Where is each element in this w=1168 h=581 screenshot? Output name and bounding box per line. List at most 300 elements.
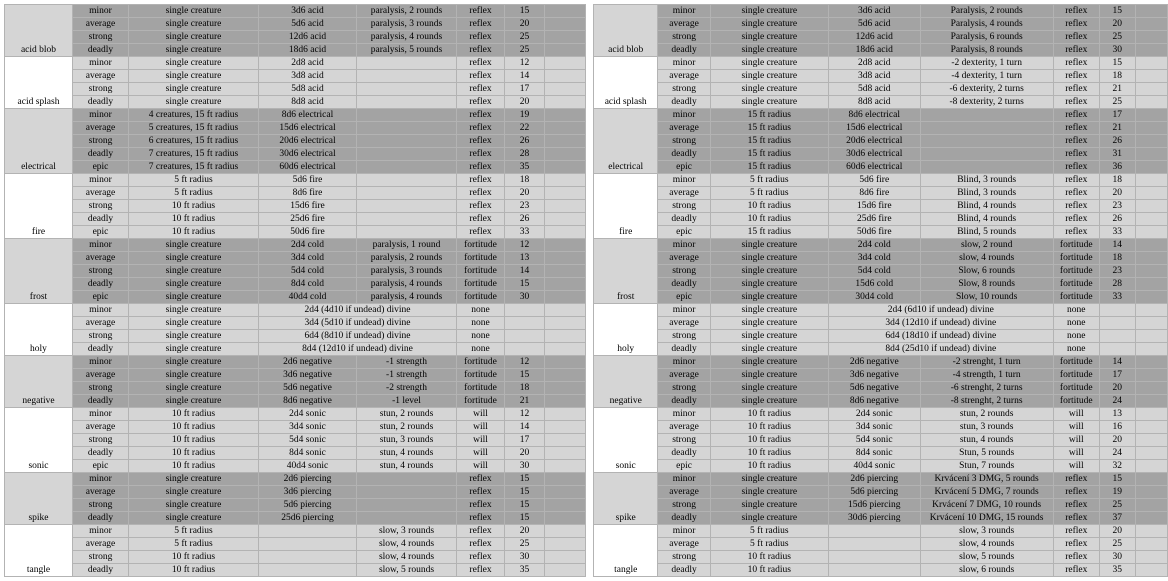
dc-cell[interactable]: 14 bbox=[1099, 239, 1135, 252]
effect-cell[interactable] bbox=[357, 161, 457, 174]
empty-cell[interactable] bbox=[545, 460, 586, 473]
damage-cell[interactable]: 2d6 negative bbox=[259, 356, 357, 369]
damage-cell[interactable]: 5d8 acid bbox=[259, 83, 357, 96]
save-cell[interactable]: fortitude bbox=[457, 252, 505, 265]
level-cell[interactable]: average bbox=[73, 317, 129, 330]
dc-cell[interactable]: 17 bbox=[505, 434, 545, 447]
level-cell[interactable]: average bbox=[658, 252, 710, 265]
save-cell[interactable]: reflex bbox=[457, 148, 505, 161]
empty-cell[interactable] bbox=[1135, 538, 1167, 551]
damage-cell[interactable]: 5d8 acid bbox=[828, 83, 920, 96]
level-cell[interactable]: average bbox=[658, 486, 710, 499]
empty-cell[interactable] bbox=[1135, 291, 1167, 304]
target-cell[interactable]: 10 ft radius bbox=[129, 226, 259, 239]
dc-cell[interactable]: 30 bbox=[1099, 44, 1135, 57]
save-cell[interactable]: reflex bbox=[457, 187, 505, 200]
level-cell[interactable]: deadly bbox=[658, 343, 710, 356]
save-cell[interactable]: reflex bbox=[1053, 200, 1099, 213]
damage-cell[interactable]: 2d8 acid bbox=[828, 57, 920, 70]
empty-cell[interactable] bbox=[1135, 499, 1167, 512]
level-cell[interactable]: average bbox=[658, 70, 710, 83]
dc-cell[interactable]: 18 bbox=[1099, 252, 1135, 265]
target-cell[interactable]: single creature bbox=[710, 252, 828, 265]
group-name-cell[interactable]: acid splash bbox=[5, 57, 73, 109]
damage-cell[interactable]: 15d6 fire bbox=[828, 200, 920, 213]
target-cell[interactable]: single creature bbox=[129, 44, 259, 57]
empty-cell[interactable] bbox=[545, 187, 586, 200]
empty-cell[interactable] bbox=[1135, 317, 1167, 330]
save-cell[interactable]: reflex bbox=[1053, 564, 1099, 577]
level-cell[interactable]: strong bbox=[658, 200, 710, 213]
dc-cell[interactable]: 20 bbox=[1099, 18, 1135, 31]
level-cell[interactable]: deadly bbox=[73, 447, 129, 460]
empty-cell[interactable] bbox=[1135, 187, 1167, 200]
target-cell[interactable]: single creature bbox=[710, 291, 828, 304]
effect-cell[interactable]: paralysis, 4 rounds bbox=[357, 291, 457, 304]
empty-cell[interactable] bbox=[1135, 512, 1167, 525]
save-cell[interactable]: fortitude bbox=[457, 239, 505, 252]
target-cell[interactable]: single creature bbox=[710, 343, 828, 356]
damage-cell[interactable]: 3d6 negative bbox=[259, 369, 357, 382]
target-cell[interactable]: 7 creatures, 15 ft radius bbox=[129, 161, 259, 174]
save-cell[interactable]: reflex bbox=[457, 525, 505, 538]
save-cell[interactable]: reflex bbox=[457, 200, 505, 213]
save-cell[interactable]: fortitude bbox=[457, 382, 505, 395]
dc-cell[interactable]: 25 bbox=[1099, 96, 1135, 109]
target-cell[interactable]: 10 ft radius bbox=[710, 200, 828, 213]
damage-cell[interactable]: 8d4 sonic bbox=[259, 447, 357, 460]
target-cell[interactable]: single creature bbox=[129, 395, 259, 408]
level-cell[interactable]: deadly bbox=[73, 278, 129, 291]
target-cell[interactable]: 10 ft radius bbox=[710, 551, 828, 564]
dc-cell[interactable]: 26 bbox=[505, 135, 545, 148]
damage-cell[interactable] bbox=[259, 551, 357, 564]
level-cell[interactable]: strong bbox=[658, 330, 710, 343]
level-cell[interactable]: minor bbox=[73, 473, 129, 486]
save-cell[interactable]: reflex bbox=[1053, 96, 1099, 109]
effect-cell[interactable] bbox=[920, 161, 1053, 174]
save-cell[interactable]: fortitude bbox=[457, 291, 505, 304]
empty-cell[interactable] bbox=[545, 18, 586, 31]
target-cell[interactable]: single creature bbox=[710, 382, 828, 395]
target-cell[interactable]: single creature bbox=[129, 304, 259, 317]
effect-cell[interactable]: paralysis, 4 rounds bbox=[357, 31, 457, 44]
dc-cell[interactable]: 25 bbox=[1099, 499, 1135, 512]
dc-cell[interactable]: 21 bbox=[1099, 83, 1135, 96]
level-cell[interactable]: average bbox=[73, 18, 129, 31]
empty-cell[interactable] bbox=[545, 96, 586, 109]
level-cell[interactable]: deadly bbox=[73, 343, 129, 356]
target-cell[interactable]: single creature bbox=[129, 499, 259, 512]
save-cell[interactable]: fortitude bbox=[457, 278, 505, 291]
damage-cell[interactable] bbox=[828, 551, 920, 564]
save-cell[interactable]: reflex bbox=[1053, 122, 1099, 135]
effect-cell[interactable] bbox=[357, 213, 457, 226]
effect-cell[interactable]: -2 strenght, 1 turn bbox=[920, 356, 1053, 369]
target-cell[interactable]: 5 ft radius bbox=[129, 538, 259, 551]
empty-cell[interactable] bbox=[545, 421, 586, 434]
damage-cell[interactable]: 8d6 negative bbox=[828, 395, 920, 408]
dc-cell[interactable]: 17 bbox=[505, 83, 545, 96]
save-cell[interactable]: reflex bbox=[457, 512, 505, 525]
damage-cell[interactable]: 60d6 electrical bbox=[828, 161, 920, 174]
level-cell[interactable]: average bbox=[658, 18, 710, 31]
target-cell[interactable]: single creature bbox=[129, 473, 259, 486]
damage-cell[interactable]: 3d8 acid bbox=[259, 70, 357, 83]
save-cell[interactable]: none bbox=[457, 330, 505, 343]
group-name-cell[interactable]: acid splash bbox=[594, 57, 658, 109]
target-cell[interactable]: 6 creatures, 15 ft radius bbox=[129, 135, 259, 148]
damage-cell[interactable]: 40d4 sonic bbox=[828, 460, 920, 473]
group-name-cell[interactable]: sonic bbox=[594, 408, 658, 473]
group-name-cell[interactable]: negative bbox=[594, 356, 658, 408]
effect-cell[interactable]: slow, 4 rounds bbox=[920, 252, 1053, 265]
empty-cell[interactable] bbox=[545, 239, 586, 252]
save-cell[interactable]: fortitude bbox=[457, 369, 505, 382]
effect-cell[interactable]: stun, 3 rounds bbox=[357, 434, 457, 447]
level-cell[interactable]: epic bbox=[658, 226, 710, 239]
empty-cell[interactable] bbox=[545, 226, 586, 239]
group-name-cell[interactable]: negative bbox=[5, 356, 73, 408]
empty-cell[interactable] bbox=[1135, 278, 1167, 291]
effect-cell[interactable]: paralysis, 5 rounds bbox=[357, 44, 457, 57]
save-cell[interactable]: fortitude bbox=[1053, 278, 1099, 291]
level-cell[interactable]: minor bbox=[73, 5, 129, 18]
effect-cell[interactable]: Blind, 3 rounds bbox=[920, 187, 1053, 200]
damage-cell[interactable]: 30d6 piercing bbox=[828, 512, 920, 525]
empty-cell[interactable] bbox=[545, 317, 586, 330]
level-cell[interactable]: average bbox=[73, 486, 129, 499]
damage-cell[interactable]: 2d4 sonic bbox=[828, 408, 920, 421]
dc-cell[interactable]: 23 bbox=[1099, 200, 1135, 213]
level-cell[interactable]: average bbox=[73, 187, 129, 200]
save-cell[interactable]: reflex bbox=[1053, 512, 1099, 525]
damage-cell[interactable]: 5d6 acid bbox=[828, 18, 920, 31]
empty-cell[interactable] bbox=[1135, 330, 1167, 343]
empty-cell[interactable] bbox=[1135, 252, 1167, 265]
dc-cell[interactable]: 24 bbox=[1099, 447, 1135, 460]
target-cell[interactable]: single creature bbox=[129, 96, 259, 109]
group-name-cell[interactable]: electrical bbox=[594, 109, 658, 174]
save-cell[interactable]: none bbox=[457, 304, 505, 317]
dc-cell[interactable]: 21 bbox=[1099, 122, 1135, 135]
empty-cell[interactable] bbox=[1135, 135, 1167, 148]
save-cell[interactable]: will bbox=[1053, 421, 1099, 434]
dc-cell[interactable]: 15 bbox=[505, 369, 545, 382]
target-cell[interactable]: single creature bbox=[129, 486, 259, 499]
level-cell[interactable]: minor bbox=[658, 408, 710, 421]
save-cell[interactable]: reflex bbox=[457, 57, 505, 70]
effect-cell[interactable]: -8 strenght, 2 turns bbox=[920, 395, 1053, 408]
empty-cell[interactable] bbox=[545, 382, 586, 395]
empty-cell[interactable] bbox=[545, 512, 586, 525]
group-name-cell[interactable]: electrical bbox=[5, 109, 73, 174]
dc-cell[interactable]: 23 bbox=[1099, 265, 1135, 278]
target-cell[interactable]: 4 creatures, 15 ft radius bbox=[129, 109, 259, 122]
save-cell[interactable]: reflex bbox=[457, 486, 505, 499]
effect-cell[interactable]: Krvácení 5 DMG, 7 rounds bbox=[920, 486, 1053, 499]
save-cell[interactable]: reflex bbox=[1053, 551, 1099, 564]
dc-cell[interactable]: 14 bbox=[505, 70, 545, 83]
damage-cell[interactable]: 8d4 (25d10 if undead) divine bbox=[828, 343, 1053, 356]
effect-cell[interactable] bbox=[357, 499, 457, 512]
effect-cell[interactable] bbox=[357, 512, 457, 525]
target-cell[interactable]: 10 ft radius bbox=[129, 213, 259, 226]
damage-cell[interactable]: 15d6 cold bbox=[828, 278, 920, 291]
dc-cell[interactable]: 30 bbox=[505, 460, 545, 473]
level-cell[interactable]: deadly bbox=[658, 512, 710, 525]
target-cell[interactable]: single creature bbox=[129, 317, 259, 330]
dc-cell[interactable]: 17 bbox=[1099, 369, 1135, 382]
save-cell[interactable]: reflex bbox=[457, 538, 505, 551]
damage-cell[interactable]: 8d6 electrical bbox=[259, 109, 357, 122]
effect-cell[interactable]: Blind, 4 rounds bbox=[920, 213, 1053, 226]
damage-cell[interactable]: 3d4 sonic bbox=[828, 421, 920, 434]
save-cell[interactable]: none bbox=[457, 343, 505, 356]
damage-cell[interactable]: 15d6 fire bbox=[259, 200, 357, 213]
target-cell[interactable]: 15 ft radius bbox=[710, 161, 828, 174]
dc-cell[interactable]: 21 bbox=[505, 395, 545, 408]
save-cell[interactable]: none bbox=[457, 317, 505, 330]
dc-cell[interactable]: 33 bbox=[1099, 226, 1135, 239]
target-cell[interactable]: single creature bbox=[129, 278, 259, 291]
dc-cell[interactable]: 25 bbox=[1099, 31, 1135, 44]
effect-cell[interactable] bbox=[357, 200, 457, 213]
damage-cell[interactable]: 50d6 fire bbox=[828, 226, 920, 239]
target-cell[interactable]: 10 ft radius bbox=[129, 434, 259, 447]
empty-cell[interactable] bbox=[545, 148, 586, 161]
level-cell[interactable]: minor bbox=[658, 57, 710, 70]
target-cell[interactable]: single creature bbox=[710, 395, 828, 408]
empty-cell[interactable] bbox=[545, 447, 586, 460]
damage-cell[interactable]: 5d6 piercing bbox=[828, 486, 920, 499]
damage-cell[interactable]: 2d6 piercing bbox=[259, 473, 357, 486]
damage-cell[interactable] bbox=[828, 538, 920, 551]
target-cell[interactable]: 10 ft radius bbox=[129, 408, 259, 421]
effect-cell[interactable] bbox=[357, 70, 457, 83]
empty-cell[interactable] bbox=[1135, 70, 1167, 83]
effect-cell[interactable] bbox=[920, 135, 1053, 148]
level-cell[interactable]: strong bbox=[658, 434, 710, 447]
level-cell[interactable]: epic bbox=[658, 460, 710, 473]
target-cell[interactable]: 5 ft radius bbox=[710, 525, 828, 538]
target-cell[interactable]: 5 ft radius bbox=[710, 187, 828, 200]
effect-cell[interactable]: stun, 2 rounds bbox=[357, 408, 457, 421]
target-cell[interactable]: single creature bbox=[710, 317, 828, 330]
effect-cell[interactable]: Slow, 10 rounds bbox=[920, 291, 1053, 304]
damage-cell[interactable]: 15d6 electrical bbox=[259, 122, 357, 135]
empty-cell[interactable] bbox=[545, 44, 586, 57]
group-name-cell[interactable]: fire bbox=[594, 174, 658, 239]
empty-cell[interactable] bbox=[1135, 148, 1167, 161]
effect-cell[interactable]: -1 strength bbox=[357, 369, 457, 382]
effect-cell[interactable]: slow, 3 rounds bbox=[357, 525, 457, 538]
level-cell[interactable]: strong bbox=[73, 499, 129, 512]
target-cell[interactable]: single creature bbox=[129, 356, 259, 369]
empty-cell[interactable] bbox=[545, 395, 586, 408]
save-cell[interactable]: fortitude bbox=[1053, 252, 1099, 265]
level-cell[interactable]: strong bbox=[658, 83, 710, 96]
save-cell[interactable]: reflex bbox=[457, 5, 505, 18]
empty-cell[interactable] bbox=[1135, 382, 1167, 395]
damage-cell[interactable]: 60d6 electrical bbox=[259, 161, 357, 174]
target-cell[interactable]: 15 ft radius bbox=[710, 148, 828, 161]
save-cell[interactable]: will bbox=[1053, 408, 1099, 421]
target-cell[interactable]: single creature bbox=[710, 304, 828, 317]
dc-cell[interactable] bbox=[1099, 304, 1135, 317]
effect-cell[interactable]: slow, 4 rounds bbox=[920, 538, 1053, 551]
level-cell[interactable]: strong bbox=[658, 265, 710, 278]
save-cell[interactable]: reflex bbox=[457, 551, 505, 564]
empty-cell[interactable] bbox=[1135, 304, 1167, 317]
dc-cell[interactable]: 14 bbox=[505, 265, 545, 278]
empty-cell[interactable] bbox=[1135, 265, 1167, 278]
empty-cell[interactable] bbox=[545, 369, 586, 382]
dc-cell[interactable]: 18 bbox=[505, 382, 545, 395]
damage-cell[interactable]: 2d6 piercing bbox=[828, 473, 920, 486]
effect-cell[interactable] bbox=[357, 135, 457, 148]
save-cell[interactable]: fortitude bbox=[457, 395, 505, 408]
dc-cell[interactable]: 15 bbox=[505, 278, 545, 291]
empty-cell[interactable] bbox=[1135, 213, 1167, 226]
level-cell[interactable]: minor bbox=[73, 109, 129, 122]
dc-cell[interactable]: 33 bbox=[505, 226, 545, 239]
effect-cell[interactable] bbox=[357, 486, 457, 499]
empty-cell[interactable] bbox=[1135, 109, 1167, 122]
effect-cell[interactable]: stun, 2 rounds bbox=[920, 408, 1053, 421]
target-cell[interactable]: 10 ft radius bbox=[710, 447, 828, 460]
damage-cell[interactable]: 2d4 sonic bbox=[259, 408, 357, 421]
empty-cell[interactable] bbox=[1135, 486, 1167, 499]
target-cell[interactable]: single creature bbox=[710, 473, 828, 486]
dc-cell[interactable]: 30 bbox=[1099, 551, 1135, 564]
damage-cell[interactable]: 8d4 (12d10 if undead) divine bbox=[259, 343, 457, 356]
empty-cell[interactable] bbox=[545, 213, 586, 226]
effect-cell[interactable] bbox=[920, 148, 1053, 161]
level-cell[interactable]: deadly bbox=[73, 96, 129, 109]
save-cell[interactable]: reflex bbox=[457, 122, 505, 135]
level-cell[interactable]: minor bbox=[658, 239, 710, 252]
target-cell[interactable]: 10 ft radius bbox=[129, 200, 259, 213]
damage-cell[interactable]: 5d4 cold bbox=[259, 265, 357, 278]
damage-cell[interactable]: 8d6 fire bbox=[259, 187, 357, 200]
target-cell[interactable]: 15 ft radius bbox=[710, 122, 828, 135]
effect-cell[interactable]: slow, 3 rounds bbox=[920, 525, 1053, 538]
damage-cell[interactable]: 5d4 sonic bbox=[828, 434, 920, 447]
level-cell[interactable]: strong bbox=[73, 83, 129, 96]
damage-cell[interactable] bbox=[828, 564, 920, 577]
effect-cell[interactable]: paralysis, 2 rounds bbox=[357, 5, 457, 18]
effect-cell[interactable]: Krvácení 7 DMG, 10 rounds bbox=[920, 499, 1053, 512]
effect-cell[interactable] bbox=[357, 122, 457, 135]
save-cell[interactable]: will bbox=[457, 408, 505, 421]
damage-cell[interactable]: 12d6 acid bbox=[259, 31, 357, 44]
damage-cell[interactable] bbox=[259, 525, 357, 538]
save-cell[interactable]: fortitude bbox=[457, 356, 505, 369]
effect-cell[interactable]: Blind, 3 rounds bbox=[920, 174, 1053, 187]
level-cell[interactable]: strong bbox=[73, 434, 129, 447]
save-cell[interactable]: reflex bbox=[1053, 109, 1099, 122]
target-cell[interactable]: single creature bbox=[710, 31, 828, 44]
group-name-cell[interactable]: spike bbox=[594, 473, 658, 525]
level-cell[interactable]: strong bbox=[73, 382, 129, 395]
save-cell[interactable]: reflex bbox=[457, 96, 505, 109]
damage-cell[interactable]: 3d4 sonic bbox=[259, 421, 357, 434]
damage-cell[interactable]: 20d6 electrical bbox=[259, 135, 357, 148]
target-cell[interactable]: single creature bbox=[710, 330, 828, 343]
empty-cell[interactable] bbox=[1135, 395, 1167, 408]
damage-cell[interactable]: 3d4 cold bbox=[828, 252, 920, 265]
target-cell[interactable]: single creature bbox=[129, 252, 259, 265]
level-cell[interactable]: minor bbox=[73, 239, 129, 252]
empty-cell[interactable] bbox=[1135, 460, 1167, 473]
effect-cell[interactable]: paralysis, 1 round bbox=[357, 239, 457, 252]
target-cell[interactable]: single creature bbox=[710, 44, 828, 57]
empty-cell[interactable] bbox=[545, 70, 586, 83]
effect-cell[interactable]: Blind, 5 rounds bbox=[920, 226, 1053, 239]
empty-cell[interactable] bbox=[545, 525, 586, 538]
empty-cell[interactable] bbox=[545, 135, 586, 148]
save-cell[interactable]: will bbox=[457, 447, 505, 460]
effect-cell[interactable] bbox=[357, 174, 457, 187]
target-cell[interactable]: single creature bbox=[129, 265, 259, 278]
damage-cell[interactable]: 5d4 cold bbox=[828, 265, 920, 278]
save-cell[interactable]: reflex bbox=[457, 226, 505, 239]
effect-cell[interactable] bbox=[357, 83, 457, 96]
damage-cell[interactable]: 3d4 (5d10 if undead) divine bbox=[259, 317, 457, 330]
level-cell[interactable]: minor bbox=[73, 304, 129, 317]
save-cell[interactable]: reflex bbox=[1053, 148, 1099, 161]
empty-cell[interactable] bbox=[545, 57, 586, 70]
dc-cell[interactable]: 28 bbox=[1099, 278, 1135, 291]
effect-cell[interactable] bbox=[920, 109, 1053, 122]
level-cell[interactable]: minor bbox=[73, 174, 129, 187]
dc-cell[interactable]: 18 bbox=[505, 174, 545, 187]
save-cell[interactable]: will bbox=[457, 434, 505, 447]
empty-cell[interactable] bbox=[1135, 44, 1167, 57]
level-cell[interactable]: average bbox=[658, 369, 710, 382]
effect-cell[interactable]: Stun, 5 rounds bbox=[920, 447, 1053, 460]
level-cell[interactable]: deadly bbox=[73, 148, 129, 161]
save-cell[interactable]: reflex bbox=[457, 83, 505, 96]
effect-cell[interactable]: -8 dexterity, 2 turns bbox=[920, 96, 1053, 109]
damage-cell[interactable]: 8d4 sonic bbox=[828, 447, 920, 460]
target-cell[interactable]: single creature bbox=[129, 18, 259, 31]
empty-cell[interactable] bbox=[1135, 421, 1167, 434]
level-cell[interactable]: deadly bbox=[73, 44, 129, 57]
target-cell[interactable]: 10 ft radius bbox=[129, 421, 259, 434]
save-cell[interactable]: none bbox=[1053, 304, 1099, 317]
damage-cell[interactable]: 2d6 negative bbox=[828, 356, 920, 369]
dc-cell[interactable] bbox=[505, 317, 545, 330]
dc-cell[interactable]: 31 bbox=[1099, 148, 1135, 161]
effect-cell[interactable]: slow, 2 round bbox=[920, 239, 1053, 252]
effect-cell[interactable]: paralysis, 2 rounds bbox=[357, 252, 457, 265]
level-cell[interactable]: epic bbox=[73, 460, 129, 473]
save-cell[interactable]: reflex bbox=[1053, 187, 1099, 200]
effect-cell[interactable]: stun, 4 rounds bbox=[357, 447, 457, 460]
target-cell[interactable]: single creature bbox=[710, 96, 828, 109]
dc-cell[interactable]: 23 bbox=[505, 200, 545, 213]
save-cell[interactable]: reflex bbox=[1053, 135, 1099, 148]
level-cell[interactable]: deadly bbox=[73, 395, 129, 408]
save-cell[interactable]: reflex bbox=[1053, 31, 1099, 44]
damage-cell[interactable]: 6d4 (18d10 if undead) divine bbox=[828, 330, 1053, 343]
level-cell[interactable]: deadly bbox=[658, 278, 710, 291]
level-cell[interactable]: average bbox=[658, 538, 710, 551]
group-name-cell[interactable]: acid blob bbox=[5, 5, 73, 57]
empty-cell[interactable] bbox=[1135, 564, 1167, 577]
